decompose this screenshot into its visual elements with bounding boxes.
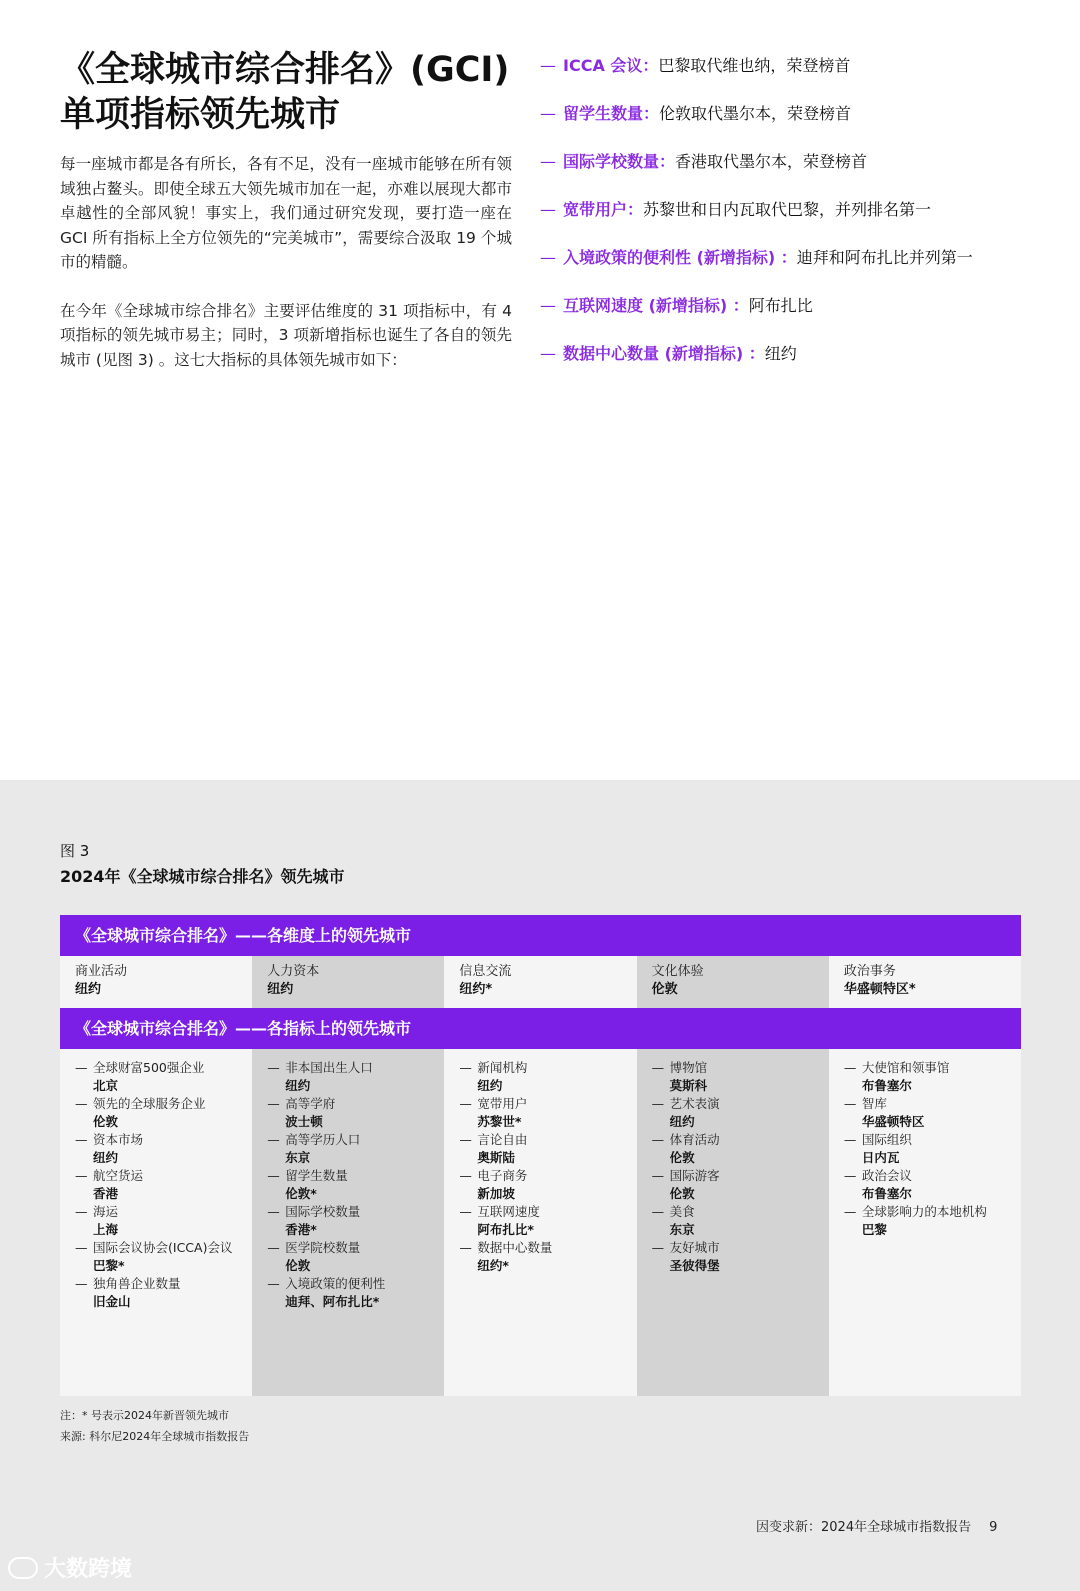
dimension-cell xyxy=(60,956,252,1008)
indicator-name: 数据中心数量 xyxy=(477,1240,553,1255)
indicator-name: 留学生数量 xyxy=(285,1168,348,1183)
dash-marker: — xyxy=(75,1096,88,1111)
indicator-item xyxy=(459,1167,626,1203)
metric-label: 入境政策的便利性 (新增指标) ： xyxy=(563,248,797,267)
indicator-leading-city: 华盛顿特区 xyxy=(861,1114,925,1129)
indicator-leading-city: 阿布扎比* xyxy=(477,1222,534,1237)
indicator-item xyxy=(459,1239,626,1275)
indicator-name-row xyxy=(75,1203,242,1221)
metric-label: 留学生数量： xyxy=(563,104,660,123)
dash-marker: — xyxy=(843,1096,857,1111)
indicator-leading-city: 伦敦 xyxy=(93,1114,119,1129)
indicator-name-row xyxy=(652,1203,819,1221)
intro-paragraph-2: 在今年《全球城市综合排名》主要评估维度的 31 项指标中，有 4 项指标的领先城市易主；同时，3 项新增指标也诞生了各自的领先城市 (见图 3) 。这七大指标的具体领先城市如下： xyxy=(60,301,512,369)
indicator-name-row xyxy=(267,1131,434,1149)
dash-marker: — xyxy=(843,1168,857,1183)
indicator-name: 国际会议协会(ICCA)会议 xyxy=(93,1240,233,1255)
indicator-leading-city: 东京 xyxy=(669,1222,695,1237)
dash-marker: — xyxy=(651,1096,665,1111)
dash-marker: — xyxy=(267,1168,280,1183)
indicator-name: 互联网速度 xyxy=(477,1204,540,1219)
page-number: 9 xyxy=(989,1520,998,1535)
dash-marker: — xyxy=(75,1276,88,1291)
indicator-name: 高等学府 xyxy=(285,1096,336,1111)
dash-marker: — xyxy=(75,1168,88,1183)
dimension-cell xyxy=(444,956,636,1008)
indicator-item xyxy=(652,1059,819,1095)
indicator-name-row xyxy=(459,1059,626,1077)
indicator-item xyxy=(459,1059,626,1095)
indicator-name: 电子商务 xyxy=(477,1168,528,1183)
indicator-item xyxy=(75,1275,242,1311)
indicator-leading-city: 奥斯陆 xyxy=(477,1150,515,1165)
metric-text xyxy=(563,150,1010,174)
dash-marker: — xyxy=(267,1060,280,1075)
indicator-name: 航空货运 xyxy=(93,1168,144,1183)
dash-marker: — xyxy=(459,1060,472,1075)
indicator-name: 国际游客 xyxy=(669,1168,720,1183)
indicator-leading-city: 纽约 xyxy=(669,1114,695,1129)
indicator-name-row xyxy=(459,1239,626,1257)
dash-marker: — xyxy=(540,104,556,123)
metric-text xyxy=(563,102,1010,126)
indicator-name-row xyxy=(652,1167,819,1185)
indicator-name: 国际学校数量 xyxy=(285,1204,361,1219)
dimension-cell xyxy=(252,956,444,1008)
dash-marker: — xyxy=(540,56,556,75)
metric-value: 香港取代墨尔本，荣登榜首 xyxy=(675,152,868,171)
indicator-item xyxy=(267,1167,434,1203)
dash-marker: — xyxy=(843,1132,857,1147)
footnote: 注：* 号表示2024年新晋领先城市 xyxy=(60,1409,229,1422)
indicator-name-row xyxy=(459,1167,626,1185)
indicator-leading-city: 苏黎世* xyxy=(477,1114,522,1129)
indicator-name: 体育活动 xyxy=(669,1132,720,1147)
metric-text xyxy=(563,246,1010,270)
indicator-name: 艺术表演 xyxy=(669,1096,720,1111)
metric-item xyxy=(540,102,1010,126)
indicator-name-row xyxy=(75,1275,242,1293)
metric-text xyxy=(563,54,1010,78)
indicator-item xyxy=(75,1203,242,1239)
dimension-leading-city: 华盛顿特区* xyxy=(843,982,916,997)
indicator-name-row xyxy=(75,1167,242,1185)
indicator-item xyxy=(652,1239,819,1275)
indicator-name: 智库 xyxy=(861,1096,887,1111)
indicator-item xyxy=(75,1095,242,1131)
indicator-item xyxy=(267,1059,434,1095)
indicator-name-row xyxy=(267,1059,434,1077)
indicator-column xyxy=(252,1049,444,1396)
indicator-column xyxy=(829,1049,1021,1396)
metric-label: 宽带用户： xyxy=(563,200,644,219)
indicator-name: 新闻机构 xyxy=(477,1060,528,1075)
dash-marker: — xyxy=(459,1204,472,1219)
dash-marker: — xyxy=(75,1060,88,1075)
indicator-item xyxy=(844,1095,1011,1131)
indicator-leading-city: 伦敦 xyxy=(669,1150,695,1165)
indicator-name: 非本国出生人口 xyxy=(285,1060,373,1075)
indicator-name-row xyxy=(267,1203,434,1221)
dash-marker: — xyxy=(459,1240,472,1255)
dash-marker: — xyxy=(267,1240,280,1255)
dash-marker: — xyxy=(459,1132,472,1147)
metric-text xyxy=(563,342,1010,366)
metric-item xyxy=(540,246,1010,270)
indicator-item xyxy=(267,1203,434,1239)
indicator-leading-city: 迪拜、阿布扎比* xyxy=(285,1294,380,1309)
indicator-leading-city: 北京 xyxy=(93,1078,119,1093)
dash-marker: — xyxy=(540,344,556,363)
metric-list xyxy=(540,54,1010,390)
indicator-name-row xyxy=(75,1059,242,1077)
text-section xyxy=(0,0,1080,780)
indicator-name-row xyxy=(844,1131,1011,1149)
dash-marker: — xyxy=(75,1204,88,1219)
dimension-band-header: 《全球城市综合排名》——各维度上的领先城市 xyxy=(60,915,1021,956)
intro-text xyxy=(60,152,512,396)
dash-marker: — xyxy=(267,1096,280,1111)
figure-notes xyxy=(60,1405,249,1447)
indicator-leading-city: 伦敦* xyxy=(285,1186,317,1201)
figure-panel xyxy=(0,780,1080,1591)
indicator-item xyxy=(652,1167,819,1203)
metric-label: 国际学校数量： xyxy=(563,152,676,171)
figure-title: 2024年《全球城市综合排名》领先城市 xyxy=(60,867,345,886)
indicator-name: 全球财富500强企业 xyxy=(93,1060,205,1075)
indicator-item xyxy=(844,1059,1011,1095)
indicator-name: 海运 xyxy=(93,1204,119,1219)
indicator-name: 言论自由 xyxy=(477,1132,528,1147)
indicator-name-row xyxy=(75,1131,242,1149)
indicator-name-row xyxy=(844,1095,1011,1113)
indicator-leading-city: 纽约 xyxy=(93,1150,119,1165)
indicator-name-row xyxy=(844,1203,1011,1221)
indicator-name-row xyxy=(267,1239,434,1257)
indicator-name-row xyxy=(267,1095,434,1113)
source-note: 来源: 科尔尼2024年全球城市指数报告 xyxy=(60,1430,250,1443)
metric-item xyxy=(540,198,1010,222)
indicator-leading-city: 香港 xyxy=(93,1186,119,1201)
indicator-name: 国际组织 xyxy=(861,1132,912,1147)
indicator-leading-city: 巴黎 xyxy=(861,1222,887,1237)
dash-marker: — xyxy=(540,296,556,315)
page-title xyxy=(60,48,530,138)
indicator-item xyxy=(267,1275,434,1311)
dimension-leading-city: 纽约 xyxy=(267,982,294,997)
indicator-name-row xyxy=(652,1239,819,1257)
indicator-leading-city: 莫斯科 xyxy=(669,1078,708,1093)
indicator-item xyxy=(267,1095,434,1131)
indicator-name-row xyxy=(459,1203,626,1221)
indicator-item xyxy=(75,1239,242,1275)
watermark-logo xyxy=(8,1552,132,1583)
indicator-column xyxy=(637,1049,829,1396)
metric-text xyxy=(563,198,1010,222)
dimension-row xyxy=(60,956,1021,1008)
dash-marker: — xyxy=(843,1204,857,1219)
indicator-name-row xyxy=(652,1131,819,1149)
metric-label: 数据中心数量 (新增指标) ： xyxy=(563,344,765,363)
title-line-2: 单项指标领先城市 xyxy=(60,95,341,135)
indicator-item xyxy=(267,1239,434,1275)
dash-marker: — xyxy=(267,1276,280,1291)
dash-marker: — xyxy=(843,1060,857,1075)
indicator-name: 医学院校数量 xyxy=(285,1240,361,1255)
dash-marker: — xyxy=(459,1096,472,1111)
indicator-name: 大使馆和领事馆 xyxy=(861,1060,950,1075)
dimension-leading-city: 纽约* xyxy=(459,982,493,997)
dimension-name: 政治事务 xyxy=(843,964,896,979)
metric-label: 互联网速度 (新增指标) ： xyxy=(563,296,749,315)
metric-item xyxy=(540,342,1010,366)
metric-value: 苏黎世和日内瓦取代巴黎，并列排名第一 xyxy=(643,200,932,219)
indicator-column xyxy=(444,1049,636,1396)
indicator-name-row xyxy=(267,1167,434,1185)
indicator-leading-city: 布鲁塞尔 xyxy=(861,1186,912,1201)
indicator-name-row xyxy=(459,1095,626,1113)
indicator-name: 政治会议 xyxy=(861,1168,912,1183)
indicator-item xyxy=(459,1131,626,1167)
dimension-cell xyxy=(637,956,829,1008)
indicator-name: 领先的全球服务企业 xyxy=(93,1096,206,1111)
indicator-leading-city: 纽约 xyxy=(477,1078,503,1093)
dash-marker: — xyxy=(540,200,556,219)
indicator-leading-city: 旧金山 xyxy=(93,1294,131,1309)
indicator-item xyxy=(75,1059,242,1095)
indicator-name: 高等学历人口 xyxy=(285,1132,361,1147)
dash-marker: — xyxy=(267,1132,280,1147)
indicator-name-row xyxy=(652,1095,819,1113)
dash-marker: — xyxy=(459,1168,472,1183)
indicator-name: 博物馆 xyxy=(669,1060,708,1075)
indicator-item xyxy=(844,1203,1011,1239)
page-footer xyxy=(756,1516,997,1535)
watermark-text: 大数跨境 xyxy=(44,1557,133,1582)
indicator-name: 全球影响力的本地机构 xyxy=(861,1204,987,1219)
indicator-leading-city: 圣彼得堡 xyxy=(669,1258,720,1273)
indicator-name: 独角兽企业数量 xyxy=(93,1276,181,1291)
dimension-leading-city: 纽约 xyxy=(75,982,102,997)
indicator-item xyxy=(844,1131,1011,1167)
metric-text xyxy=(563,294,1010,318)
dash-marker: — xyxy=(75,1132,88,1147)
indicator-name: 入境政策的便利性 xyxy=(285,1276,386,1291)
indicator-leading-city: 巴黎* xyxy=(93,1258,125,1273)
dash-marker: — xyxy=(540,152,556,171)
indicator-name-row xyxy=(652,1059,819,1077)
indicator-item xyxy=(652,1203,819,1239)
leading-cities-table xyxy=(60,915,1021,1396)
indicator-leading-city: 香港* xyxy=(285,1222,317,1237)
indicator-leading-city: 新加坡 xyxy=(477,1186,515,1201)
indicator-item xyxy=(652,1095,819,1131)
indicator-leading-city: 日内瓦 xyxy=(861,1150,900,1165)
metric-item xyxy=(540,294,1010,318)
figure-number: 图 3 xyxy=(60,842,90,860)
dash-marker: — xyxy=(651,1240,665,1255)
indicator-name-row xyxy=(267,1275,434,1293)
metric-value: 纽约 xyxy=(764,344,797,363)
indicator-item xyxy=(652,1131,819,1167)
indicator-name-row xyxy=(844,1167,1011,1185)
indicator-leading-city: 波士顿 xyxy=(285,1114,323,1129)
indicator-item xyxy=(459,1095,626,1131)
indicator-leading-city: 纽约* xyxy=(477,1258,509,1273)
indicator-leading-city: 伦敦 xyxy=(669,1186,695,1201)
indicator-column xyxy=(60,1049,252,1396)
metric-value: 伦敦取代墨尔本，荣登榜首 xyxy=(659,104,852,123)
indicator-name: 资本市场 xyxy=(93,1132,144,1147)
dimension-name: 文化体验 xyxy=(651,964,704,979)
indicator-item xyxy=(75,1131,242,1167)
indicator-name-row xyxy=(75,1239,242,1257)
indicator-name: 宽带用户 xyxy=(477,1096,528,1111)
dash-marker: — xyxy=(75,1240,88,1255)
indicator-leading-city: 伦敦 xyxy=(285,1258,311,1273)
indicator-item xyxy=(459,1203,626,1239)
dash-marker: — xyxy=(651,1132,665,1147)
indicator-leading-city: 纽约 xyxy=(285,1078,311,1093)
dimension-name: 信息交流 xyxy=(459,964,512,979)
metric-item xyxy=(540,150,1010,174)
dimension-cell xyxy=(829,956,1021,1008)
dash-marker: — xyxy=(651,1168,665,1183)
metric-value: 迪拜和阿布扎比并列第一 xyxy=(796,248,973,267)
metric-value: 巴黎取代维也纳，荣登榜首 xyxy=(658,56,851,75)
indicator-name: 友好城市 xyxy=(669,1240,720,1255)
dash-marker: — xyxy=(267,1204,280,1219)
indicator-name: 美食 xyxy=(669,1204,695,1219)
dimension-name: 商业活动 xyxy=(75,964,128,979)
dimension-name: 人力资本 xyxy=(267,964,320,979)
indicator-item xyxy=(75,1167,242,1203)
indicator-name-row xyxy=(844,1059,1011,1077)
indicator-item xyxy=(844,1167,1011,1203)
indicator-name-row xyxy=(75,1095,242,1113)
dimension-leading-city: 伦敦 xyxy=(651,982,678,997)
metric-label: ICCA 会议： xyxy=(563,56,659,75)
dash-marker: — xyxy=(651,1060,665,1075)
indicator-leading-city: 上海 xyxy=(93,1222,119,1237)
dash-marker: — xyxy=(540,248,556,267)
report-title: 因变求新：2024年全球城市指数报告 xyxy=(756,1520,972,1535)
watermark-icon xyxy=(8,1557,38,1579)
indicator-name-row xyxy=(459,1131,626,1149)
title-line-1: 《全球城市综合排名》(GCI) xyxy=(60,50,510,90)
indicator-leading-city: 布鲁塞尔 xyxy=(861,1078,912,1093)
metric-item xyxy=(540,54,1010,78)
intro-paragraph-1: 每一座城市都是各有所长，各有不足，没有一座城市能够在所有领域独占鳌头。即使全球五大领先城市加在一起，亦难以展现大都市卓越性的全部风貌！事实上，我们通过研究发现，要打造一座在 GCI 所有指标上全方位领先的“完美城市”，需要综合汲取 19 个城市的精髓。 xyxy=(60,155,512,271)
indicator-columns xyxy=(60,1049,1021,1396)
indicator-leading-city: 东京 xyxy=(285,1150,311,1165)
metric-value: 阿布扎比 xyxy=(748,296,813,315)
indicator-band-header: 《全球城市综合排名》——各指标上的领先城市 xyxy=(60,1008,1021,1049)
indicator-item xyxy=(267,1131,434,1167)
dash-marker: — xyxy=(651,1204,665,1219)
